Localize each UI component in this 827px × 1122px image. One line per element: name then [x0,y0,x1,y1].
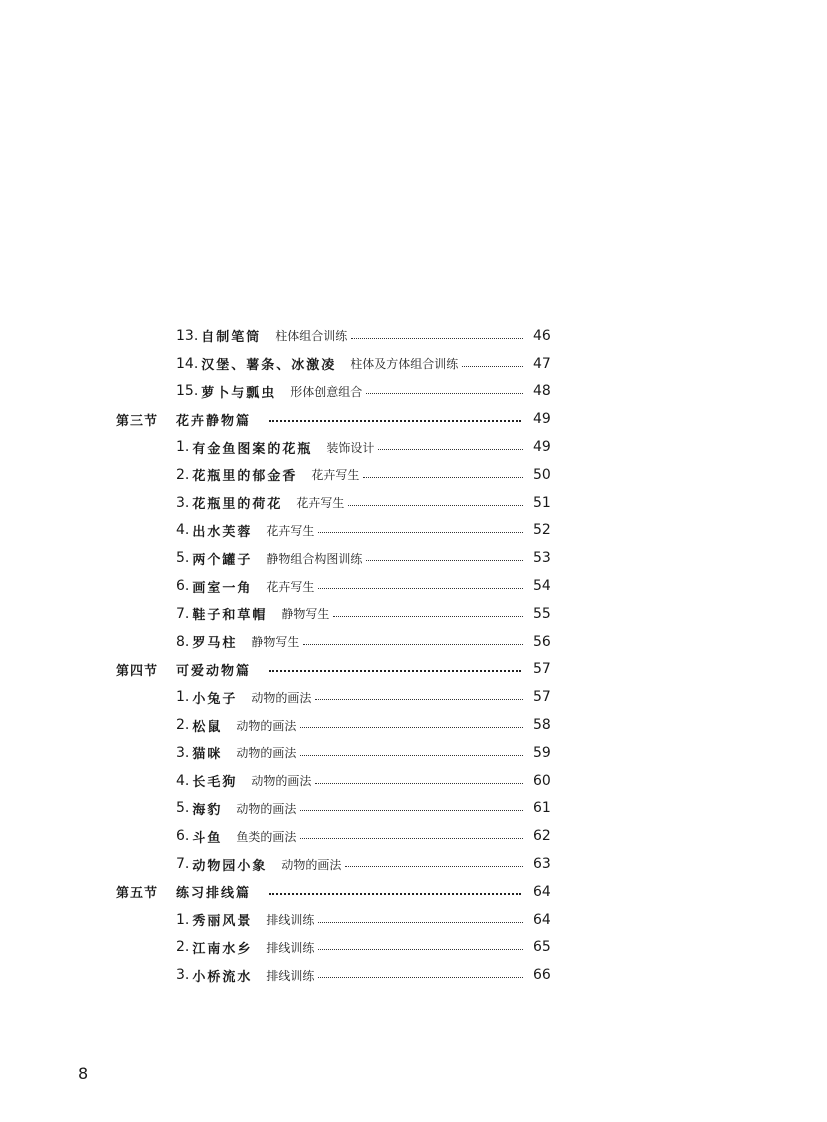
item-subtitle: 花卉写生 [296,496,345,511]
toc-item-row [0,934,827,962]
toc-item-row [0,822,827,850]
item-subtitle: 动物的画法 [236,718,297,733]
item-subtitle: 动物的画法 [281,857,342,872]
item-title: 猫咪 [192,747,223,763]
item-number: 3. [176,967,190,984]
item-subtitle: 静物组合构图训练 [266,551,363,566]
dot-leader [345,865,523,867]
item-title: 小兔子 [192,691,238,707]
dot-leader [378,448,523,450]
item-title: 鞋子和草帽 [192,608,268,624]
item-subtitle: 静物写生 [281,607,330,622]
item-title: 海豹 [192,802,223,818]
section-label: 第五节 [116,886,159,902]
item-number: 6. [176,578,190,595]
item-number: 15. [176,383,199,400]
toc-item-row [0,350,827,378]
dot-leader [300,726,523,728]
dot-leader [462,365,523,367]
item-number: 2. [176,717,190,734]
toc-item-row [0,433,827,461]
page-ref: 46 [533,327,551,344]
page-ref: 63 [533,856,551,873]
toc-item-row [0,461,827,489]
dot-leader [300,754,523,756]
page-ref: 62 [533,828,551,845]
item-subtitle: 柱体组合训练 [275,329,348,344]
item-title: 秀丽风景 [192,914,253,930]
item-subtitle: 排线训练 [266,940,315,955]
toc-section-row [0,656,827,684]
toc-item-row [0,572,827,600]
toc-item-row [0,767,827,795]
item-number: 2. [176,939,190,956]
item-subtitle: 动物的画法 [251,774,312,789]
dot-leader [348,504,523,506]
dot-leader [318,948,523,950]
toc-item-row [0,489,827,517]
toc-item-row [0,961,827,989]
dot-leader [318,587,523,589]
toc-item-row [0,795,827,823]
item-title: 两个罐子 [192,552,253,568]
item-number: 3. [176,494,190,511]
page-ref: 52 [533,522,551,539]
page-ref: 57 [533,661,551,678]
dot-leader [351,337,523,339]
toc-item-row [0,322,827,350]
item-title: 有金鱼图案的花瓶 [192,441,313,457]
page-ref: 51 [533,494,551,511]
item-title: 自制笔筒 [201,330,262,346]
page-ref: 50 [533,466,551,483]
toc-item-row [0,711,827,739]
item-number: 13. [176,327,199,344]
page-ref: 59 [533,744,551,761]
item-subtitle: 排线训练 [266,968,315,983]
section-label: 第四节 [116,663,159,679]
item-number: 1. [176,689,190,706]
item-number: 5. [176,550,190,567]
item-subtitle: 排线训练 [266,913,315,928]
dot-leader [333,615,523,617]
page-ref: 61 [533,800,551,817]
page-ref: 57 [533,689,551,706]
dot-leader [269,668,521,672]
section-title: 可爱动物篇 [176,663,252,679]
dot-leader [318,921,523,923]
dot-leader [366,392,523,394]
item-subtitle: 花卉写生 [266,579,315,594]
toc-item-row [0,600,827,628]
item-title: 出水芙蓉 [192,524,253,540]
item-title: 长毛狗 [192,775,238,791]
item-subtitle: 花卉写生 [311,468,360,483]
item-subtitle: 动物的画法 [236,746,297,761]
item-subtitle: 装饰设计 [326,440,375,455]
dot-leader [315,782,523,784]
toc-item-row [0,378,827,406]
dot-leader [303,643,523,645]
item-number: 8. [176,633,190,650]
page-ref: 56 [533,633,551,650]
item-title: 动物园小象 [192,858,268,874]
page-ref: 48 [533,383,551,400]
toc-item-row [0,683,827,711]
dot-leader [363,476,523,478]
dot-leader [318,531,523,533]
item-number: 3. [176,744,190,761]
dot-leader [318,976,523,978]
dot-leader [300,809,523,811]
item-title: 花瓶里的郁金香 [192,469,298,485]
item-number: 5. [176,800,190,817]
dot-leader [269,891,521,895]
toc-item-row [0,906,827,934]
item-subtitle: 鱼类的画法 [236,829,297,844]
page-ref: 55 [533,605,551,622]
item-subtitle: 动物的画法 [236,801,297,816]
page-ref: 53 [533,550,551,567]
dot-leader [366,559,523,561]
item-number: 7. [176,856,190,873]
page-ref: 65 [533,939,551,956]
toc-item-row [0,544,827,572]
item-title: 汉堡、薯条、冰激凌 [201,358,337,374]
item-title: 萝卜与瓢虫 [201,385,277,401]
page-ref: 66 [533,967,551,984]
item-number: 2. [176,466,190,483]
item-title: 画室一角 [192,580,253,596]
page-ref: 58 [533,717,551,734]
table-of-contents [0,322,827,989]
toc-item-row [0,628,827,656]
section-title: 花卉静物篇 [176,413,252,429]
item-title: 小桥流水 [192,969,253,985]
item-subtitle: 形体创意组合 [290,384,363,399]
item-number: 1. [176,439,190,456]
toc-item-row [0,517,827,545]
page-ref: 60 [533,772,551,789]
page-ref: 64 [533,883,551,900]
page-ref: 49 [533,439,551,456]
page-number: 8 [78,1064,89,1083]
page-ref: 64 [533,911,551,928]
page-ref: 47 [533,355,551,372]
section-label: 第三节 [116,413,159,429]
item-number: 1. [176,911,190,928]
item-title: 松鼠 [192,719,223,735]
item-subtitle: 动物的画法 [251,690,312,705]
item-number: 7. [176,605,190,622]
item-number: 14. [176,355,199,372]
page-ref: 49 [533,411,551,428]
dot-leader [315,698,523,700]
item-subtitle: 柱体及方体组合训练 [350,357,459,372]
toc-item-row [0,850,827,878]
dot-leader [269,418,521,422]
section-title: 练习排线篇 [176,886,252,902]
page-ref: 54 [533,578,551,595]
item-number: 4. [176,772,190,789]
item-subtitle: 静物写生 [251,635,300,650]
item-title: 斗鱼 [192,830,223,846]
toc-section-row [0,405,827,433]
item-subtitle: 花卉写生 [266,523,315,538]
item-title: 罗马柱 [192,636,238,652]
item-number: 6. [176,828,190,845]
toc-section-row [0,878,827,906]
item-title: 花瓶里的荷花 [192,497,283,513]
toc-item-row [0,739,827,767]
dot-leader [300,837,523,839]
item-number: 4. [176,522,190,539]
item-title: 江南水乡 [192,941,253,957]
